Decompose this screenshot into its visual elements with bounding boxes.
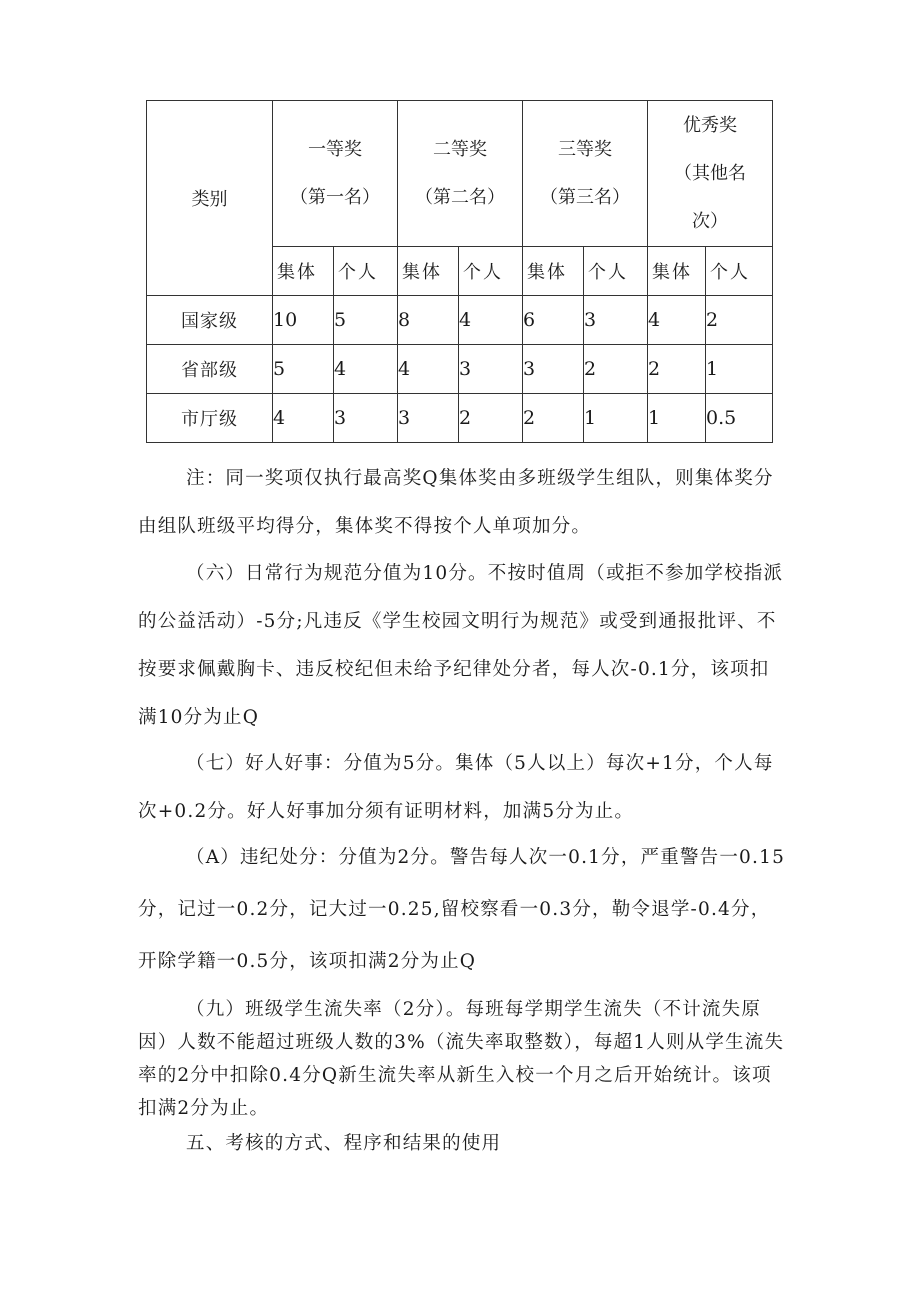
award-header-third: 三等奖 （第三名） [523, 101, 648, 247]
table-cell: 2 [584, 345, 648, 394]
table-cell: 5 [334, 296, 398, 345]
table-cell: 3 [584, 296, 648, 345]
sub-header-individual: 个人 [706, 247, 773, 296]
table-cell: 4 [459, 296, 523, 345]
table-row [147, 296, 773, 345]
paragraph-eight: （A）违纪处分：分值为2分。警告每人次一0.1分，严重警告一0.15分，记过一0.2分，记大过一0.25,留校察看一0.3分，勒令退学-0.4分，开除学籍一0.5分，该项扣满2分为止Q [138, 847, 786, 972]
table-cell: 0.5 [706, 394, 773, 443]
table-cell: 1 [584, 394, 648, 443]
award-header-second: 二等奖 （第二名） [398, 101, 523, 247]
sub-header-individual: 个人 [584, 247, 648, 296]
table-cell: 5 [273, 345, 334, 394]
category-header: 类别 [147, 101, 273, 296]
sub-header-collective: 集体 [273, 247, 334, 296]
table-cell: 3 [398, 394, 459, 443]
row-label: 省部级 [147, 345, 273, 394]
sub-header-individual: 个人 [459, 247, 523, 296]
table-cell: 2 [706, 296, 773, 345]
paragraph-seven: （七）好人好事：分值为5分。集体（5人以上）每次+1分，个人每次+0.2分。好人好事加分须有证明材料，加满5分为止。 [138, 753, 774, 822]
sub-header-collective: 集体 [648, 247, 706, 296]
paragraph-six: （六）日常行为规范分值为10分。不按时值周（或拒不参加学校指派的公益活动）-5分;凡违反《学生校园文明行为规范》或受到通报批评、不按要求佩戴胸卡、违反校纪但未给予纪律处分者，每人次-0.1分，该项扣满10分为止Q [138, 563, 784, 728]
table-cell: 10 [273, 296, 334, 345]
table-cell: 1 [648, 394, 706, 443]
row-label: 国家级 [147, 296, 273, 345]
table-cell: 4 [648, 296, 706, 345]
table-cell: 2 [523, 394, 584, 443]
section-five-heading: 五、考核的方式、程序和结果的使用 [186, 1133, 502, 1154]
table-cell: 4 [334, 345, 398, 394]
row-label: 市厅级 [147, 394, 273, 443]
sub-header-collective: 集体 [523, 247, 584, 296]
table-cell: 4 [398, 345, 459, 394]
award-header-excellence: 优秀奖 （其他名 次） [648, 101, 773, 247]
table-cell: 8 [398, 296, 459, 345]
table-row [147, 394, 773, 443]
award-points-table [146, 100, 773, 443]
table-cell: 3 [523, 345, 584, 394]
sub-header-individual: 个人 [334, 247, 398, 296]
table-cell: 4 [273, 394, 334, 443]
table-cell: 3 [334, 394, 398, 443]
table-row [147, 345, 773, 394]
table-cell: 6 [523, 296, 584, 345]
table-cell: 2 [648, 345, 706, 394]
table-cell: 1 [706, 345, 773, 394]
table-cell: 2 [459, 394, 523, 443]
paragraph-nine: （九）班级学生流失率（2分）。每班每学期学生流失（不计流失原因）人数不能超过班级人数的3%（流失率取整数），每超1人则从学生流失率的2分中扣除0.4分Q新生流失率从新生入校一个月之后开始统计。该项扣满2分为止。 [138, 999, 785, 1119]
award-header-first: 一等奖 （第一名） [273, 101, 398, 247]
note-paragraph: 注：同一奖项仅执行最高奖Q集体奖由多班级学生组队，则集体奖分由组队班级平均得分，集体奖不得按个人单项加分。 [138, 468, 774, 537]
table-cell: 3 [459, 345, 523, 394]
sub-header-collective: 集体 [398, 247, 459, 296]
